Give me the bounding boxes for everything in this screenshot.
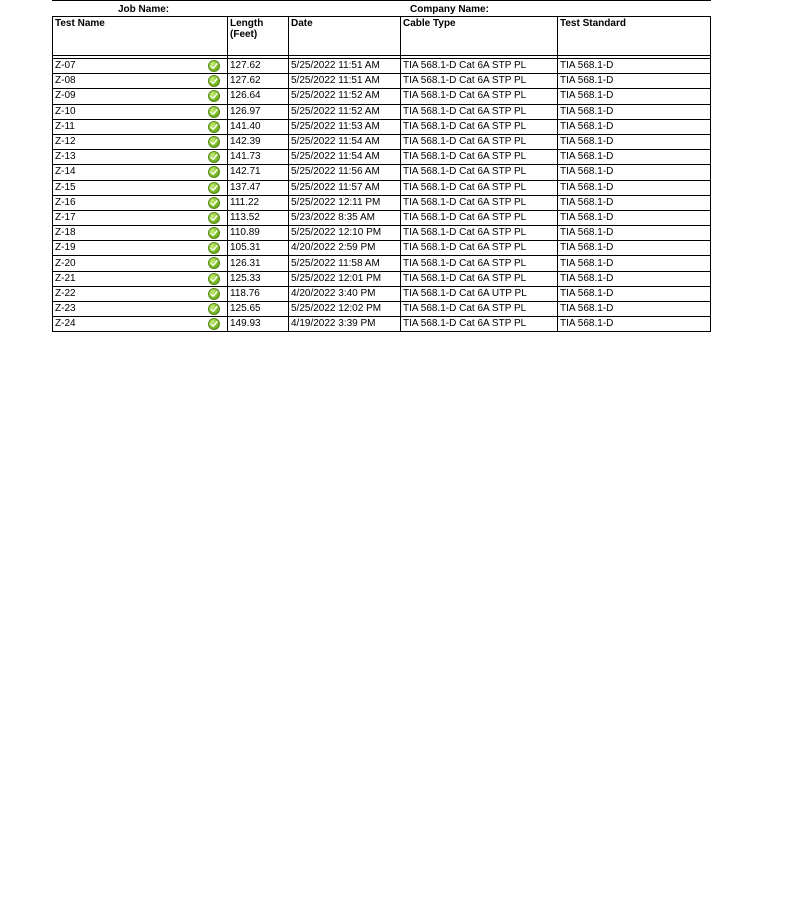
test-standard-cell: TIA 568.1-D <box>558 195 711 210</box>
test-name-cell <box>53 104 228 119</box>
pass-check-icon <box>208 288 220 300</box>
table-row <box>53 286 711 301</box>
pass-check-icon <box>208 121 220 133</box>
table-row <box>53 256 711 271</box>
date-cell: 5/25/2022 11:51 AM <box>289 59 401 74</box>
header-test-standard: Test Standard <box>558 17 711 56</box>
cable-type-cell: TIA 568.1-D Cat 6A STP PL <box>401 89 558 104</box>
cable-type-cell: TIA 568.1-D Cat 6A STP PL <box>401 134 558 149</box>
date-cell: 5/25/2022 11:58 AM <box>289 256 401 271</box>
test-name: Z-18 <box>55 227 76 239</box>
header-length-line1: Length <box>230 18 264 29</box>
test-name-cell <box>53 119 228 134</box>
test-name: Z-07 <box>55 60 76 72</box>
pass-check-icon <box>208 136 220 148</box>
pass-check-icon <box>208 212 220 224</box>
table-row <box>53 302 711 317</box>
length-cell: 113.52 <box>228 210 289 225</box>
table-row <box>53 271 711 286</box>
length-cell: 126.31 <box>228 256 289 271</box>
date-cell: 5/23/2022 8:35 AM <box>289 210 401 225</box>
top-rule <box>52 0 711 1</box>
test-name: Z-09 <box>55 90 76 102</box>
header-test-name: Test Name <box>53 17 228 56</box>
length-cell: 125.33 <box>228 271 289 286</box>
date-cell: 4/20/2022 3:40 PM <box>289 286 401 301</box>
test-standard-cell: TIA 568.1-D <box>558 165 711 180</box>
test-standard-cell: TIA 568.1-D <box>558 271 711 286</box>
table-row <box>53 104 711 119</box>
cable-type-cell: TIA 568.1-D Cat 6A STP PL <box>401 59 558 74</box>
test-name-cell <box>53 150 228 165</box>
test-standard-cell: TIA 568.1-D <box>558 180 711 195</box>
test-name-cell <box>53 180 228 195</box>
test-standard-cell: TIA 568.1-D <box>558 241 711 256</box>
length-cell: 126.64 <box>228 89 289 104</box>
cable-type-cell: TIA 568.1-D Cat 6A STP PL <box>401 119 558 134</box>
test-name: Z-15 <box>55 181 76 193</box>
cable-type-cell: TIA 568.1-D Cat 6A STP PL <box>401 165 558 180</box>
table-row <box>53 119 711 134</box>
cable-type-cell: TIA 568.1-D Cat 6A STP PL <box>401 256 558 271</box>
cable-type-cell: TIA 568.1-D Cat 6A STP PL <box>401 195 558 210</box>
table-row <box>53 150 711 165</box>
test-name: Z-10 <box>55 105 76 117</box>
table-row <box>53 89 711 104</box>
cable-type-cell: TIA 568.1-D Cat 6A STP PL <box>401 302 558 317</box>
test-name: Z-14 <box>55 166 76 178</box>
date-cell: 5/25/2022 11:54 AM <box>289 150 401 165</box>
pass-check-icon <box>208 166 220 178</box>
pass-check-icon <box>208 182 220 194</box>
pass-check-icon <box>208 90 220 102</box>
test-name-cell <box>53 89 228 104</box>
length-cell: 127.62 <box>228 74 289 89</box>
test-name-cell <box>53 59 228 74</box>
cable-type-cell: TIA 568.1-D Cat 6A STP PL <box>401 104 558 119</box>
header-date: Date <box>289 17 401 56</box>
length-cell: 141.73 <box>228 150 289 165</box>
test-name: Z-24 <box>55 318 76 330</box>
header-length-line2: (Feet) <box>230 29 258 40</box>
date-cell: 5/25/2022 11:54 AM <box>289 134 401 149</box>
table-row <box>53 195 711 210</box>
length-cell: 111.22 <box>228 195 289 210</box>
cable-type-cell: TIA 568.1-D Cat 6A STP PL <box>401 226 558 241</box>
test-name-cell <box>53 256 228 271</box>
test-name-cell <box>53 210 228 225</box>
company-name-label: Company Name: <box>410 4 489 15</box>
header-cable-type: Cable Type <box>401 17 558 56</box>
cable-type-cell: TIA 568.1-D Cat 6A STP PL <box>401 241 558 256</box>
date-cell: 5/25/2022 12:01 PM <box>289 271 401 286</box>
table-header-row <box>53 17 711 56</box>
date-cell: 5/25/2022 12:02 PM <box>289 302 401 317</box>
table-row <box>53 165 711 180</box>
cable-type-cell: TIA 568.1-D Cat 6A STP PL <box>401 271 558 286</box>
date-cell: 5/25/2022 11:52 AM <box>289 89 401 104</box>
pass-check-icon <box>208 106 220 118</box>
table-row <box>53 226 711 241</box>
test-standard-cell: TIA 568.1-D <box>558 210 711 225</box>
pass-check-icon <box>208 242 220 254</box>
cable-type-cell: TIA 568.1-D Cat 6A STP PL <box>401 180 558 195</box>
header-length <box>228 17 289 56</box>
job-name-label: Job Name: <box>118 4 170 15</box>
test-standard-cell: TIA 568.1-D <box>558 89 711 104</box>
date-cell: 5/25/2022 12:10 PM <box>289 226 401 241</box>
test-name: Z-08 <box>55 75 76 87</box>
cable-type-cell: TIA 568.1-D Cat 6A UTP PL <box>401 286 558 301</box>
table-row <box>53 317 711 332</box>
table-row <box>53 74 711 89</box>
test-name: Z-13 <box>55 151 76 163</box>
date-cell: 5/25/2022 11:56 AM <box>289 165 401 180</box>
test-standard-cell: TIA 568.1-D <box>558 59 711 74</box>
length-cell: 127.62 <box>228 59 289 74</box>
cable-type-cell: TIA 568.1-D Cat 6A STP PL <box>401 150 558 165</box>
table-row <box>53 134 711 149</box>
date-cell: 4/19/2022 3:39 PM <box>289 317 401 332</box>
test-name: Z-20 <box>55 257 76 269</box>
date-cell: 5/25/2022 11:52 AM <box>289 104 401 119</box>
test-standard-cell: TIA 568.1-D <box>558 150 711 165</box>
test-name-cell <box>53 134 228 149</box>
pass-check-icon <box>208 257 220 269</box>
length-cell: 105.31 <box>228 241 289 256</box>
cable-type-cell: TIA 568.1-D Cat 6A STP PL <box>401 210 558 225</box>
test-name-cell <box>53 286 228 301</box>
table-row <box>53 210 711 225</box>
test-standard-cell: TIA 568.1-D <box>558 104 711 119</box>
length-cell: 125.65 <box>228 302 289 317</box>
test-name: Z-11 <box>55 120 75 132</box>
length-cell: 149.93 <box>228 317 289 332</box>
test-name-cell <box>53 195 228 210</box>
length-cell: 141.40 <box>228 119 289 134</box>
test-name: Z-21 <box>55 272 76 284</box>
date-cell: 5/25/2022 12:11 PM <box>289 195 401 210</box>
pass-check-icon <box>208 303 220 315</box>
test-standard-cell: TIA 568.1-D <box>558 317 711 332</box>
test-name-cell <box>53 241 228 256</box>
test-standard-cell: TIA 568.1-D <box>558 119 711 134</box>
test-name: Z-17 <box>55 211 76 223</box>
pass-check-icon <box>208 60 220 72</box>
test-name-cell <box>53 317 228 332</box>
test-name-cell <box>53 74 228 89</box>
table-row <box>53 180 711 195</box>
cable-type-cell: TIA 568.1-D Cat 6A STP PL <box>401 317 558 332</box>
table-row <box>53 59 711 74</box>
date-cell: 5/25/2022 11:53 AM <box>289 119 401 134</box>
test-name: Z-16 <box>55 196 76 208</box>
test-name-cell <box>53 271 228 286</box>
test-standard-cell: TIA 568.1-D <box>558 256 711 271</box>
test-name: Z-19 <box>55 242 76 254</box>
test-name: Z-23 <box>55 303 76 315</box>
test-standard-cell: TIA 568.1-D <box>558 302 711 317</box>
table-row <box>53 241 711 256</box>
length-cell: 142.71 <box>228 165 289 180</box>
test-name-cell <box>53 165 228 180</box>
test-results-table <box>52 16 711 332</box>
date-cell: 5/25/2022 11:57 AM <box>289 180 401 195</box>
length-cell: 137.47 <box>228 180 289 195</box>
pass-check-icon <box>208 75 220 87</box>
cable-type-cell: TIA 568.1-D Cat 6A STP PL <box>401 74 558 89</box>
pass-check-icon <box>208 197 220 209</box>
test-standard-cell: TIA 568.1-D <box>558 74 711 89</box>
test-name: Z-12 <box>55 136 76 148</box>
date-cell: 5/25/2022 11:51 AM <box>289 74 401 89</box>
test-name-cell <box>53 226 228 241</box>
date-cell: 4/20/2022 2:59 PM <box>289 241 401 256</box>
test-name-cell <box>53 302 228 317</box>
length-cell: 110.89 <box>228 226 289 241</box>
pass-check-icon <box>208 151 220 163</box>
test-standard-cell: TIA 568.1-D <box>558 286 711 301</box>
length-cell: 118.76 <box>228 286 289 301</box>
length-cell: 126.97 <box>228 104 289 119</box>
length-cell: 142.39 <box>228 134 289 149</box>
pass-check-icon <box>208 318 220 330</box>
table-body <box>53 56 711 332</box>
test-standard-cell: TIA 568.1-D <box>558 226 711 241</box>
test-standard-cell: TIA 568.1-D <box>558 134 711 149</box>
test-name: Z-22 <box>55 287 76 299</box>
pass-check-icon <box>208 227 220 239</box>
pass-check-icon <box>208 273 220 285</box>
